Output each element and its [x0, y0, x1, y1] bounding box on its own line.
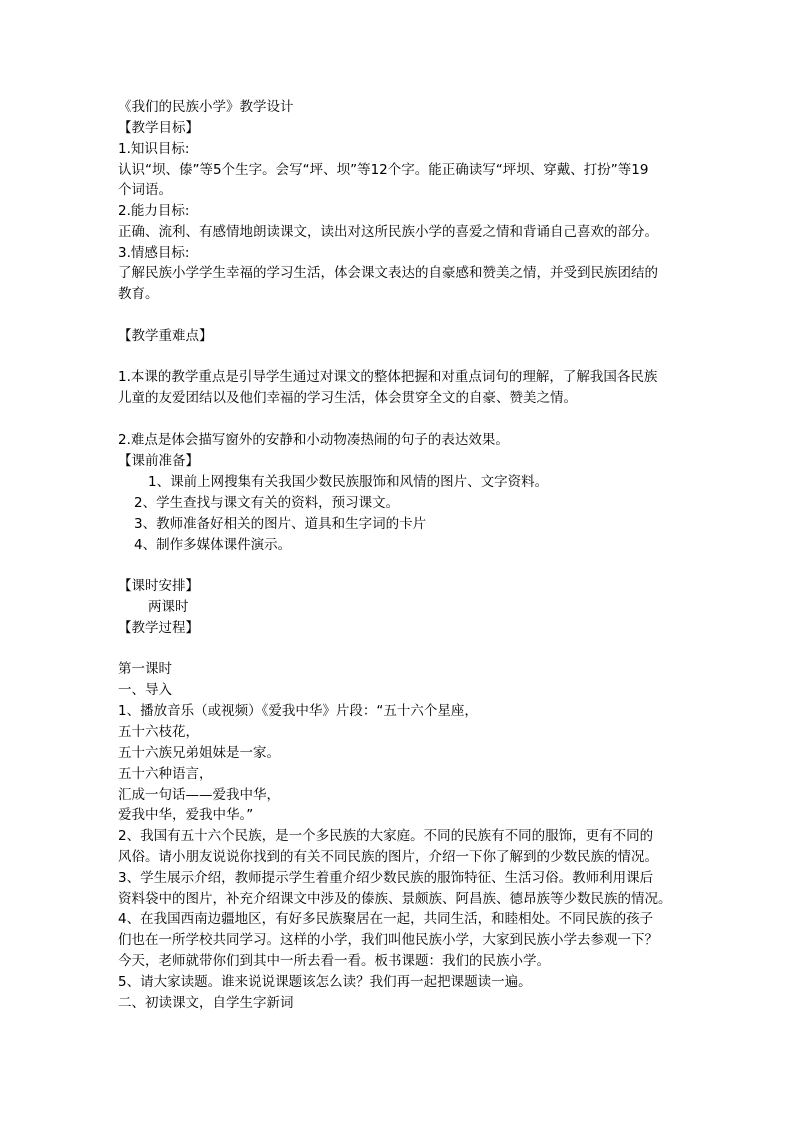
step5-line: 5、请大家读题。谁来说说课题该怎么读？我们再一起把课题读一遍。: [118, 974, 532, 990]
prep-item-3: 3、教师准备好相关的图片、道具和生字词的卡片: [134, 516, 427, 532]
goal2-text: 正确、流利、有感情地朗读课文，读出对这所民族小学的喜爱之情和背诵自己喜欢的部分。: [118, 224, 658, 240]
prep-item-1: 1、课前上网搜集有关我国少数民族服饰和风情的图片、文字资料。: [148, 474, 549, 490]
lesson-heading: 第一课时: [118, 661, 172, 677]
step2-line-2: 风俗。请小朋友说说你找到的有关不同民族的图片，介绍一下你了解到的少数民族的情况。: [118, 849, 658, 865]
step4-line-1: 4、在我国西南边疆地区，有好多民族聚居在一起，共同生活，和睦相处。不同民族的孩子: [118, 911, 654, 927]
goal3-text: 了解民族小学学生幸福的学习生活，体会课文表达的自豪感和赞美之情，并受到民族团结的: [118, 265, 658, 281]
goal1-text-cont: 个词语。: [118, 182, 172, 198]
doc-title: 《我们的民族小学》教学设计: [118, 99, 294, 115]
step2-line-1: 2、我国有五十六个民族，是一个多民族的大家庭。不同的民族有不同的服饰，更有不同的: [118, 828, 654, 844]
prep-item-4: 4、制作多媒体课件演示。: [134, 537, 292, 553]
key2-text: 2.难点是体会描写窗外的安静和小动物凑热闹的句子的表达效果。: [118, 432, 509, 448]
step1-line-5: 汇成一句话——爱我中华，: [118, 787, 280, 803]
goal3-heading: 3.情感目标:: [118, 245, 190, 261]
step3-line-1: 3、学生展示介绍，教师提示学生着重介绍少数民族的服饰特征、生活习俗。教师利用课后: [118, 870, 654, 886]
step1-line-6: 爱我中华，爱我中华。”: [118, 807, 254, 823]
section-heading-goals: 【教学目标】: [118, 120, 199, 136]
goal2-heading: 2.能力目标:: [118, 203, 190, 219]
step3-line-2: 资料袋中的图片，补充介绍课文中涉及的傣族、景颇族、阿昌族、德昂族等少数民族的情况。: [118, 891, 672, 907]
schedule-text: 两课时: [148, 599, 189, 615]
part2-heading: 二、初读课文，自学生字新词: [118, 995, 294, 1011]
step1-line-3: 五十六族兄弟姐妹是一家。: [118, 745, 280, 761]
prep-item-2: 2、学生查找与课文有关的资料，预习课文。: [134, 495, 400, 511]
step1-line-1: 1、播放音乐（或视频）《爱我中华》片段：“五十六个星座，: [118, 703, 478, 719]
section-heading-key: 【教学重难点】: [118, 328, 213, 344]
goal1-text: 认识“坝、傣”等5个生字。会写“坪、坝”等12个字。能正确读写“坪坝、穿戴、打扮”等19: [118, 162, 649, 178]
step1-line-4: 五十六种语言，: [118, 766, 213, 782]
part1-heading: 一、导入: [118, 682, 172, 698]
section-heading-schedule: 【课时安排】: [118, 578, 199, 594]
step1-line-2: 五十六枝花，: [118, 724, 199, 740]
section-heading-process: 【教学过程】: [118, 620, 199, 636]
key1-text-cont: 儿童的友爱团结以及他们幸福的学习生活，体会贯穿全文的自豪、赞美之情。: [118, 390, 577, 406]
goal3-text-cont: 教育。: [118, 286, 159, 302]
section-heading-prep: 【课前准备】: [118, 453, 199, 469]
step4-line-3: 今天，老师就带你们到其中一所去看一看。板书课题：我们的民族小学。: [118, 953, 550, 969]
step4-line-2: 们也在一所学校共同学习。这样的小学，我们叫他民族小学，大家到民族小学去参观一下？: [118, 932, 658, 948]
key1-text: 1.本课的教学重点是引导学生通过对课文的整体把握和对重点词句的理解，了解我国各民族: [118, 369, 658, 385]
goal1-heading: 1.知识目标:: [118, 141, 190, 157]
